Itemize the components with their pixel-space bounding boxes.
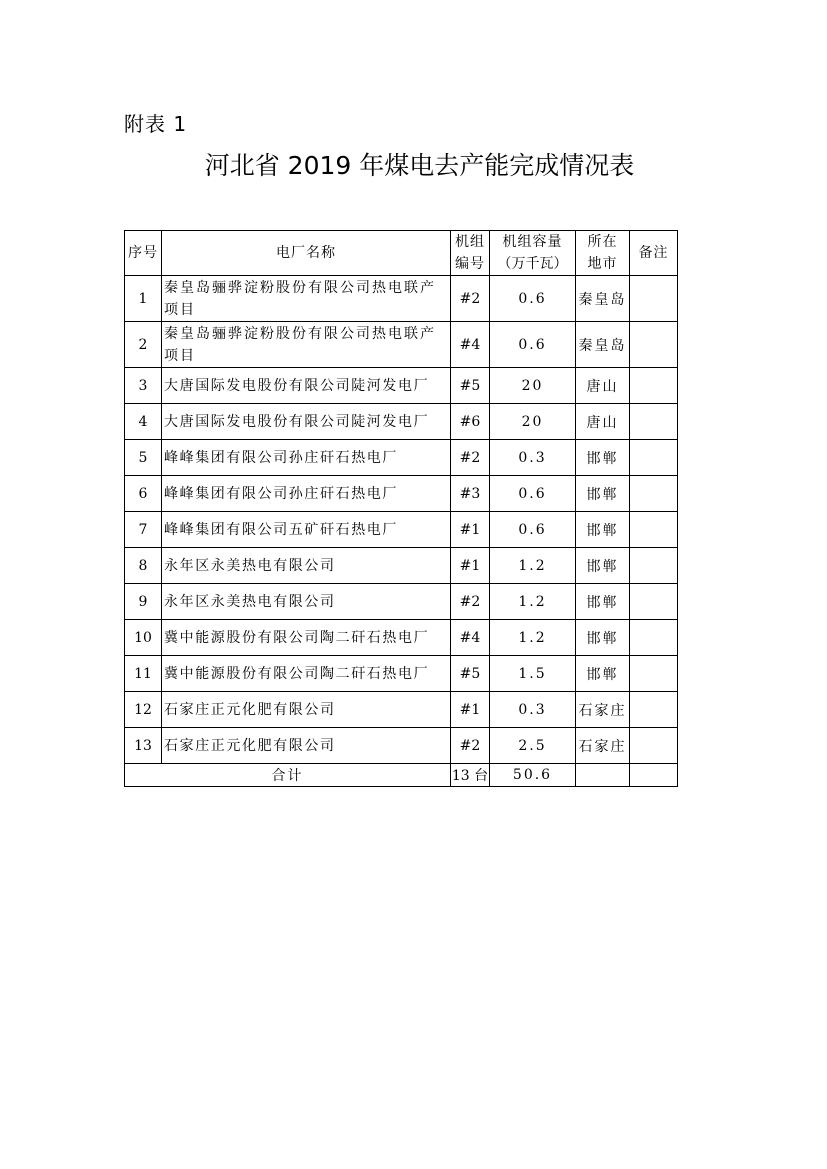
cell-total-label: 合计 bbox=[125, 764, 451, 787]
cell-seq: 7 bbox=[125, 512, 162, 548]
cell-remark bbox=[630, 440, 678, 476]
cell-city: 石家庄 bbox=[576, 692, 630, 728]
cell-city: 秦皇岛 bbox=[576, 276, 630, 322]
cell-unit-no: #4 bbox=[451, 322, 490, 368]
table-row bbox=[125, 548, 678, 584]
cell-plant-name: 峰峰集团有限公司五矿矸石热电厂 bbox=[162, 512, 451, 548]
cell-seq: 3 bbox=[125, 368, 162, 404]
cell-total-remark bbox=[630, 764, 678, 787]
cell-unit-no: #5 bbox=[451, 368, 490, 404]
cell-seq: 12 bbox=[125, 692, 162, 728]
cell-city: 邯郸 bbox=[576, 584, 630, 620]
header-seq: 序号 bbox=[125, 231, 162, 276]
cell-seq: 9 bbox=[125, 584, 162, 620]
cell-plant-name: 永年区永美热电有限公司 bbox=[162, 584, 451, 620]
cell-seq: 8 bbox=[125, 548, 162, 584]
cell-city: 邯郸 bbox=[576, 512, 630, 548]
cell-plant-name: 秦皇岛骊骅淀粉股份有限公司热电联产项目 bbox=[162, 276, 451, 322]
table-row bbox=[125, 440, 678, 476]
cell-seq: 11 bbox=[125, 656, 162, 692]
cell-remark bbox=[630, 368, 678, 404]
cell-capacity: 0.6 bbox=[490, 476, 576, 512]
cell-unit-no: #1 bbox=[451, 692, 490, 728]
cell-city: 邯郸 bbox=[576, 620, 630, 656]
cell-plant-name: 秦皇岛骊骅淀粉股份有限公司热电联产项目 bbox=[162, 322, 451, 368]
header-capacity bbox=[490, 231, 576, 276]
capacity-reduction-table bbox=[124, 230, 678, 787]
cell-capacity: 0.3 bbox=[490, 692, 576, 728]
table-total-row bbox=[125, 764, 678, 787]
cell-plant-name: 永年区永美热电有限公司 bbox=[162, 548, 451, 584]
cell-city: 邯郸 bbox=[576, 440, 630, 476]
cell-remark bbox=[630, 548, 678, 584]
cell-total-units: 13 台 bbox=[451, 764, 490, 787]
cell-plant-name: 冀中能源股份有限公司陶二矸石热电厂 bbox=[162, 656, 451, 692]
cell-city: 邯郸 bbox=[576, 476, 630, 512]
table-row bbox=[125, 276, 678, 322]
table-row bbox=[125, 322, 678, 368]
cell-capacity: 2.5 bbox=[490, 728, 576, 764]
cell-unit-no: #2 bbox=[451, 728, 490, 764]
cell-seq: 10 bbox=[125, 620, 162, 656]
annex-label: 附表 1 bbox=[124, 112, 188, 136]
cell-remark bbox=[630, 692, 678, 728]
header-unit-line1: 机组 bbox=[455, 234, 485, 250]
document-title: 河北省 2019 年煤电去产能完成情况表 bbox=[204, 151, 635, 180]
table-row bbox=[125, 728, 678, 764]
cell-unit-no: #5 bbox=[451, 656, 490, 692]
cell-unit-no: #3 bbox=[451, 476, 490, 512]
cell-remark bbox=[630, 656, 678, 692]
cell-city: 唐山 bbox=[576, 404, 630, 440]
cell-capacity: 0.6 bbox=[490, 276, 576, 322]
cell-plant-name: 峰峰集团有限公司孙庄矸石热电厂 bbox=[162, 476, 451, 512]
header-city bbox=[576, 231, 630, 276]
table-row bbox=[125, 584, 678, 620]
cell-city: 邯郸 bbox=[576, 548, 630, 584]
cell-seq: 2 bbox=[125, 322, 162, 368]
cell-city: 石家庄 bbox=[576, 728, 630, 764]
table-row bbox=[125, 620, 678, 656]
cell-capacity: 0.3 bbox=[490, 440, 576, 476]
cell-remark bbox=[630, 728, 678, 764]
table-row bbox=[125, 656, 678, 692]
table-row bbox=[125, 692, 678, 728]
cell-capacity: 1.2 bbox=[490, 548, 576, 584]
cell-unit-no: #1 bbox=[451, 548, 490, 584]
cell-unit-no: #6 bbox=[451, 404, 490, 440]
table-row bbox=[125, 476, 678, 512]
cell-plant-name: 大唐国际发电股份有限公司陡河发电厂 bbox=[162, 404, 451, 440]
cell-capacity: 1.5 bbox=[490, 656, 576, 692]
header-plant-name: 电厂名称 bbox=[162, 231, 451, 276]
cell-remark bbox=[630, 476, 678, 512]
cell-remark bbox=[630, 404, 678, 440]
cell-seq: 13 bbox=[125, 728, 162, 764]
header-city-line2: 地市 bbox=[587, 256, 618, 272]
cell-total-city bbox=[576, 764, 630, 787]
cell-unit-no: #2 bbox=[451, 440, 490, 476]
cell-unit-no: #4 bbox=[451, 620, 490, 656]
cell-remark bbox=[630, 322, 678, 368]
cell-unit-no: #2 bbox=[451, 584, 490, 620]
header-capacity-line1: 机组容量 bbox=[502, 234, 563, 250]
cell-unit-no: #2 bbox=[451, 276, 490, 322]
cell-plant-name: 大唐国际发电股份有限公司陡河发电厂 bbox=[162, 368, 451, 404]
cell-capacity: 20 bbox=[490, 404, 576, 440]
cell-unit-no: #1 bbox=[451, 512, 490, 548]
cell-seq: 5 bbox=[125, 440, 162, 476]
cell-plant-name: 石家庄正元化肥有限公司 bbox=[162, 728, 451, 764]
cell-remark bbox=[630, 276, 678, 322]
cell-remark bbox=[630, 584, 678, 620]
header-remark: 备注 bbox=[630, 231, 678, 276]
cell-capacity: 0.6 bbox=[490, 322, 576, 368]
cell-seq: 6 bbox=[125, 476, 162, 512]
cell-city: 秦皇岛 bbox=[576, 322, 630, 368]
cell-seq: 1 bbox=[125, 276, 162, 322]
table-row bbox=[125, 404, 678, 440]
cell-capacity: 0.6 bbox=[490, 512, 576, 548]
cell-city: 唐山 bbox=[576, 368, 630, 404]
header-unit-line2: 编号 bbox=[455, 256, 485, 272]
table-header-row bbox=[125, 231, 678, 276]
cell-remark bbox=[630, 512, 678, 548]
cell-capacity: 1.2 bbox=[490, 620, 576, 656]
cell-total-capacity: 50.6 bbox=[490, 764, 576, 787]
header-city-line1: 所在 bbox=[587, 234, 618, 250]
cell-plant-name: 石家庄正元化肥有限公司 bbox=[162, 692, 451, 728]
cell-seq: 4 bbox=[125, 404, 162, 440]
cell-capacity: 20 bbox=[490, 368, 576, 404]
cell-plant-name: 冀中能源股份有限公司陶二矸石热电厂 bbox=[162, 620, 451, 656]
cell-capacity: 1.2 bbox=[490, 584, 576, 620]
cell-city: 邯郸 bbox=[576, 656, 630, 692]
table-row bbox=[125, 368, 678, 404]
header-capacity-line2: （万千瓦） bbox=[497, 256, 568, 272]
cell-plant-name: 峰峰集团有限公司孙庄矸石热电厂 bbox=[162, 440, 451, 476]
table-row bbox=[125, 512, 678, 548]
cell-remark bbox=[630, 620, 678, 656]
header-unit-no bbox=[451, 231, 490, 276]
